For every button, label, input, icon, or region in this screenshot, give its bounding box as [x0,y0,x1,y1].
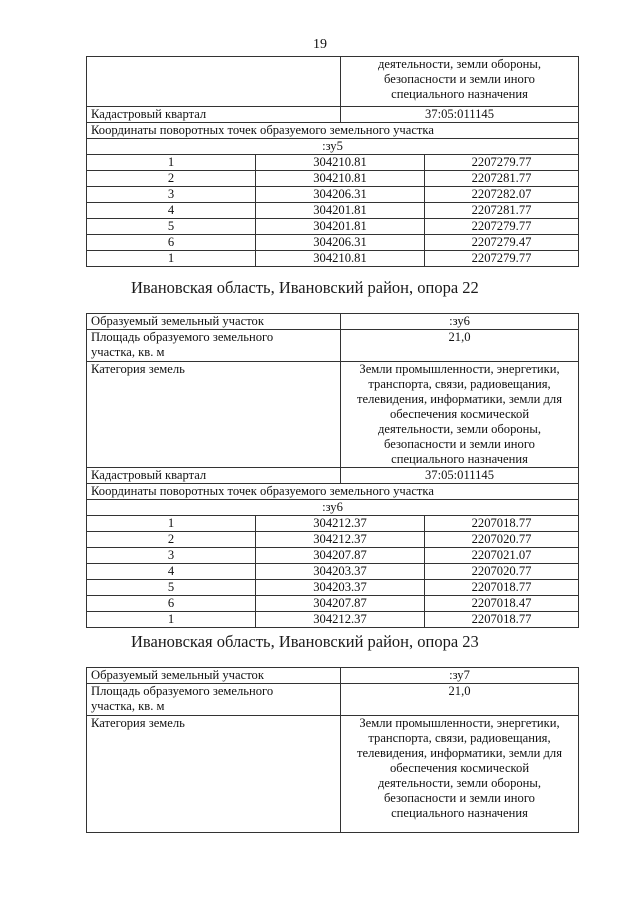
cadastral-row [87,468,579,484]
plot-id-row [87,139,579,155]
point-number: 1 [87,155,256,171]
point-x: 304212.37 [256,612,425,628]
point-y: 2207279.77 [425,251,579,267]
point-x: 304207.87 [256,548,425,564]
point-number: 1 [87,251,256,267]
table-row [87,235,579,251]
point-y: 2207279.77 [425,155,579,171]
point-number: 3 [87,187,256,203]
category-label: Категория земель [87,362,341,468]
table-row [87,155,579,171]
point-y: 2207020.77 [425,564,579,580]
coords-title-row [87,123,579,139]
point-y: 2207020.77 [425,532,579,548]
point-x: 304210.81 [256,251,425,267]
point-number: 2 [87,171,256,187]
plot-table-zu5 [86,56,579,267]
page-number: 19 [313,37,327,52]
point-x: 304203.37 [256,580,425,596]
table-row [87,171,579,187]
category-continuation-row [87,57,579,107]
coords-title-row [87,484,579,500]
point-number: 3 [87,548,256,564]
point-number: 4 [87,203,256,219]
coords-title: Координаты поворотных точек образуемого земельного участка [87,123,579,139]
area-value: 21,0 [341,330,579,362]
table-row [87,580,579,596]
cadastral-row [87,107,579,123]
table-row [87,612,579,628]
point-y: 2207279.47 [425,235,579,251]
area-label: Площадь образуемого земельного участка, кв. м [87,684,341,716]
point-x: 304201.81 [256,203,425,219]
coords-title: Координаты поворотных точек образуемого земельного участка [87,484,579,500]
category-row [87,362,579,468]
category-row [87,716,579,833]
point-number: 1 [87,612,256,628]
cadastral-value: 37:05:011145 [341,468,579,484]
point-x: 304212.37 [256,516,425,532]
point-number: 6 [87,235,256,251]
point-x: 304207.87 [256,596,425,612]
plot-row [87,314,579,330]
plot-id: :зу5 [87,139,579,155]
table-row [87,516,579,532]
plot-id: :зу6 [87,500,579,516]
table-row [87,532,579,548]
plot-row [87,668,579,684]
table-row [87,596,579,612]
cadastral-value: 37:05:011145 [341,107,579,123]
plot-label: Образуемый земельный участок [87,314,341,330]
table-row [87,187,579,203]
point-number: 5 [87,219,256,235]
plot-label: Образуемый земельный участок [87,668,341,684]
plot-value: :зу6 [341,314,579,330]
table-row [87,564,579,580]
point-y: 2207018.77 [425,516,579,532]
point-y: 2207018.77 [425,580,579,596]
table-row [87,203,579,219]
plot-table-zu6 [86,313,579,628]
point-number: 4 [87,564,256,580]
table-row [87,251,579,267]
plot-value: :зу7 [341,668,579,684]
point-x: 304210.81 [256,155,425,171]
point-number: 1 [87,516,256,532]
cadastral-label: Кадастровый квартал [87,468,341,484]
point-x: 304203.37 [256,564,425,580]
point-number: 2 [87,532,256,548]
point-x: 304201.81 [256,219,425,235]
point-y: 2207282.07 [425,187,579,203]
section-heading-support-23: Ивановская область, Ивановский район, опора 23 [131,632,479,651]
area-value: 21,0 [341,684,579,716]
point-x: 304210.81 [256,171,425,187]
point-x: 304212.37 [256,532,425,548]
point-x: 304206.31 [256,187,425,203]
plot-id-row [87,500,579,516]
table-row [87,548,579,564]
area-row [87,330,579,362]
point-number: 5 [87,580,256,596]
area-label: Площадь образуемого земельного участка, кв. м [87,330,341,362]
point-y: 2207018.47 [425,596,579,612]
point-number: 6 [87,596,256,612]
category-value: Земли промышленности, энергетики, транспорта, связи, радиовещания, телевидения, информатики, земли для обеспечения космической деятельности, земли обороны, безопасности и земли иного специального назначения [341,716,579,833]
point-x: 304206.31 [256,235,425,251]
category-label-cell [87,57,341,107]
table-row [87,219,579,235]
point-y: 2207281.77 [425,171,579,187]
point-y: 2207018.77 [425,612,579,628]
category-value: Земли промышленности, энергетики, транспорта, связи, радиовещания, телевидения, информатики, земли для обеспечения космической деятельности, земли обороны, безопасности и земли иного специального назначения [341,362,579,468]
category-label: Категория земель [87,716,341,833]
point-y: 2207021.07 [425,548,579,564]
section-heading-support-22: Ивановская область, Ивановский район, опора 22 [131,278,479,297]
area-row [87,684,579,716]
cadastral-label: Кадастровый квартал [87,107,341,123]
point-y: 2207279.77 [425,219,579,235]
category-value-cell: деятельности, земли обороны, безопасности и земли иного специального назначения [341,57,579,107]
plot-table-zu7 [86,667,579,833]
point-y: 2207281.77 [425,203,579,219]
